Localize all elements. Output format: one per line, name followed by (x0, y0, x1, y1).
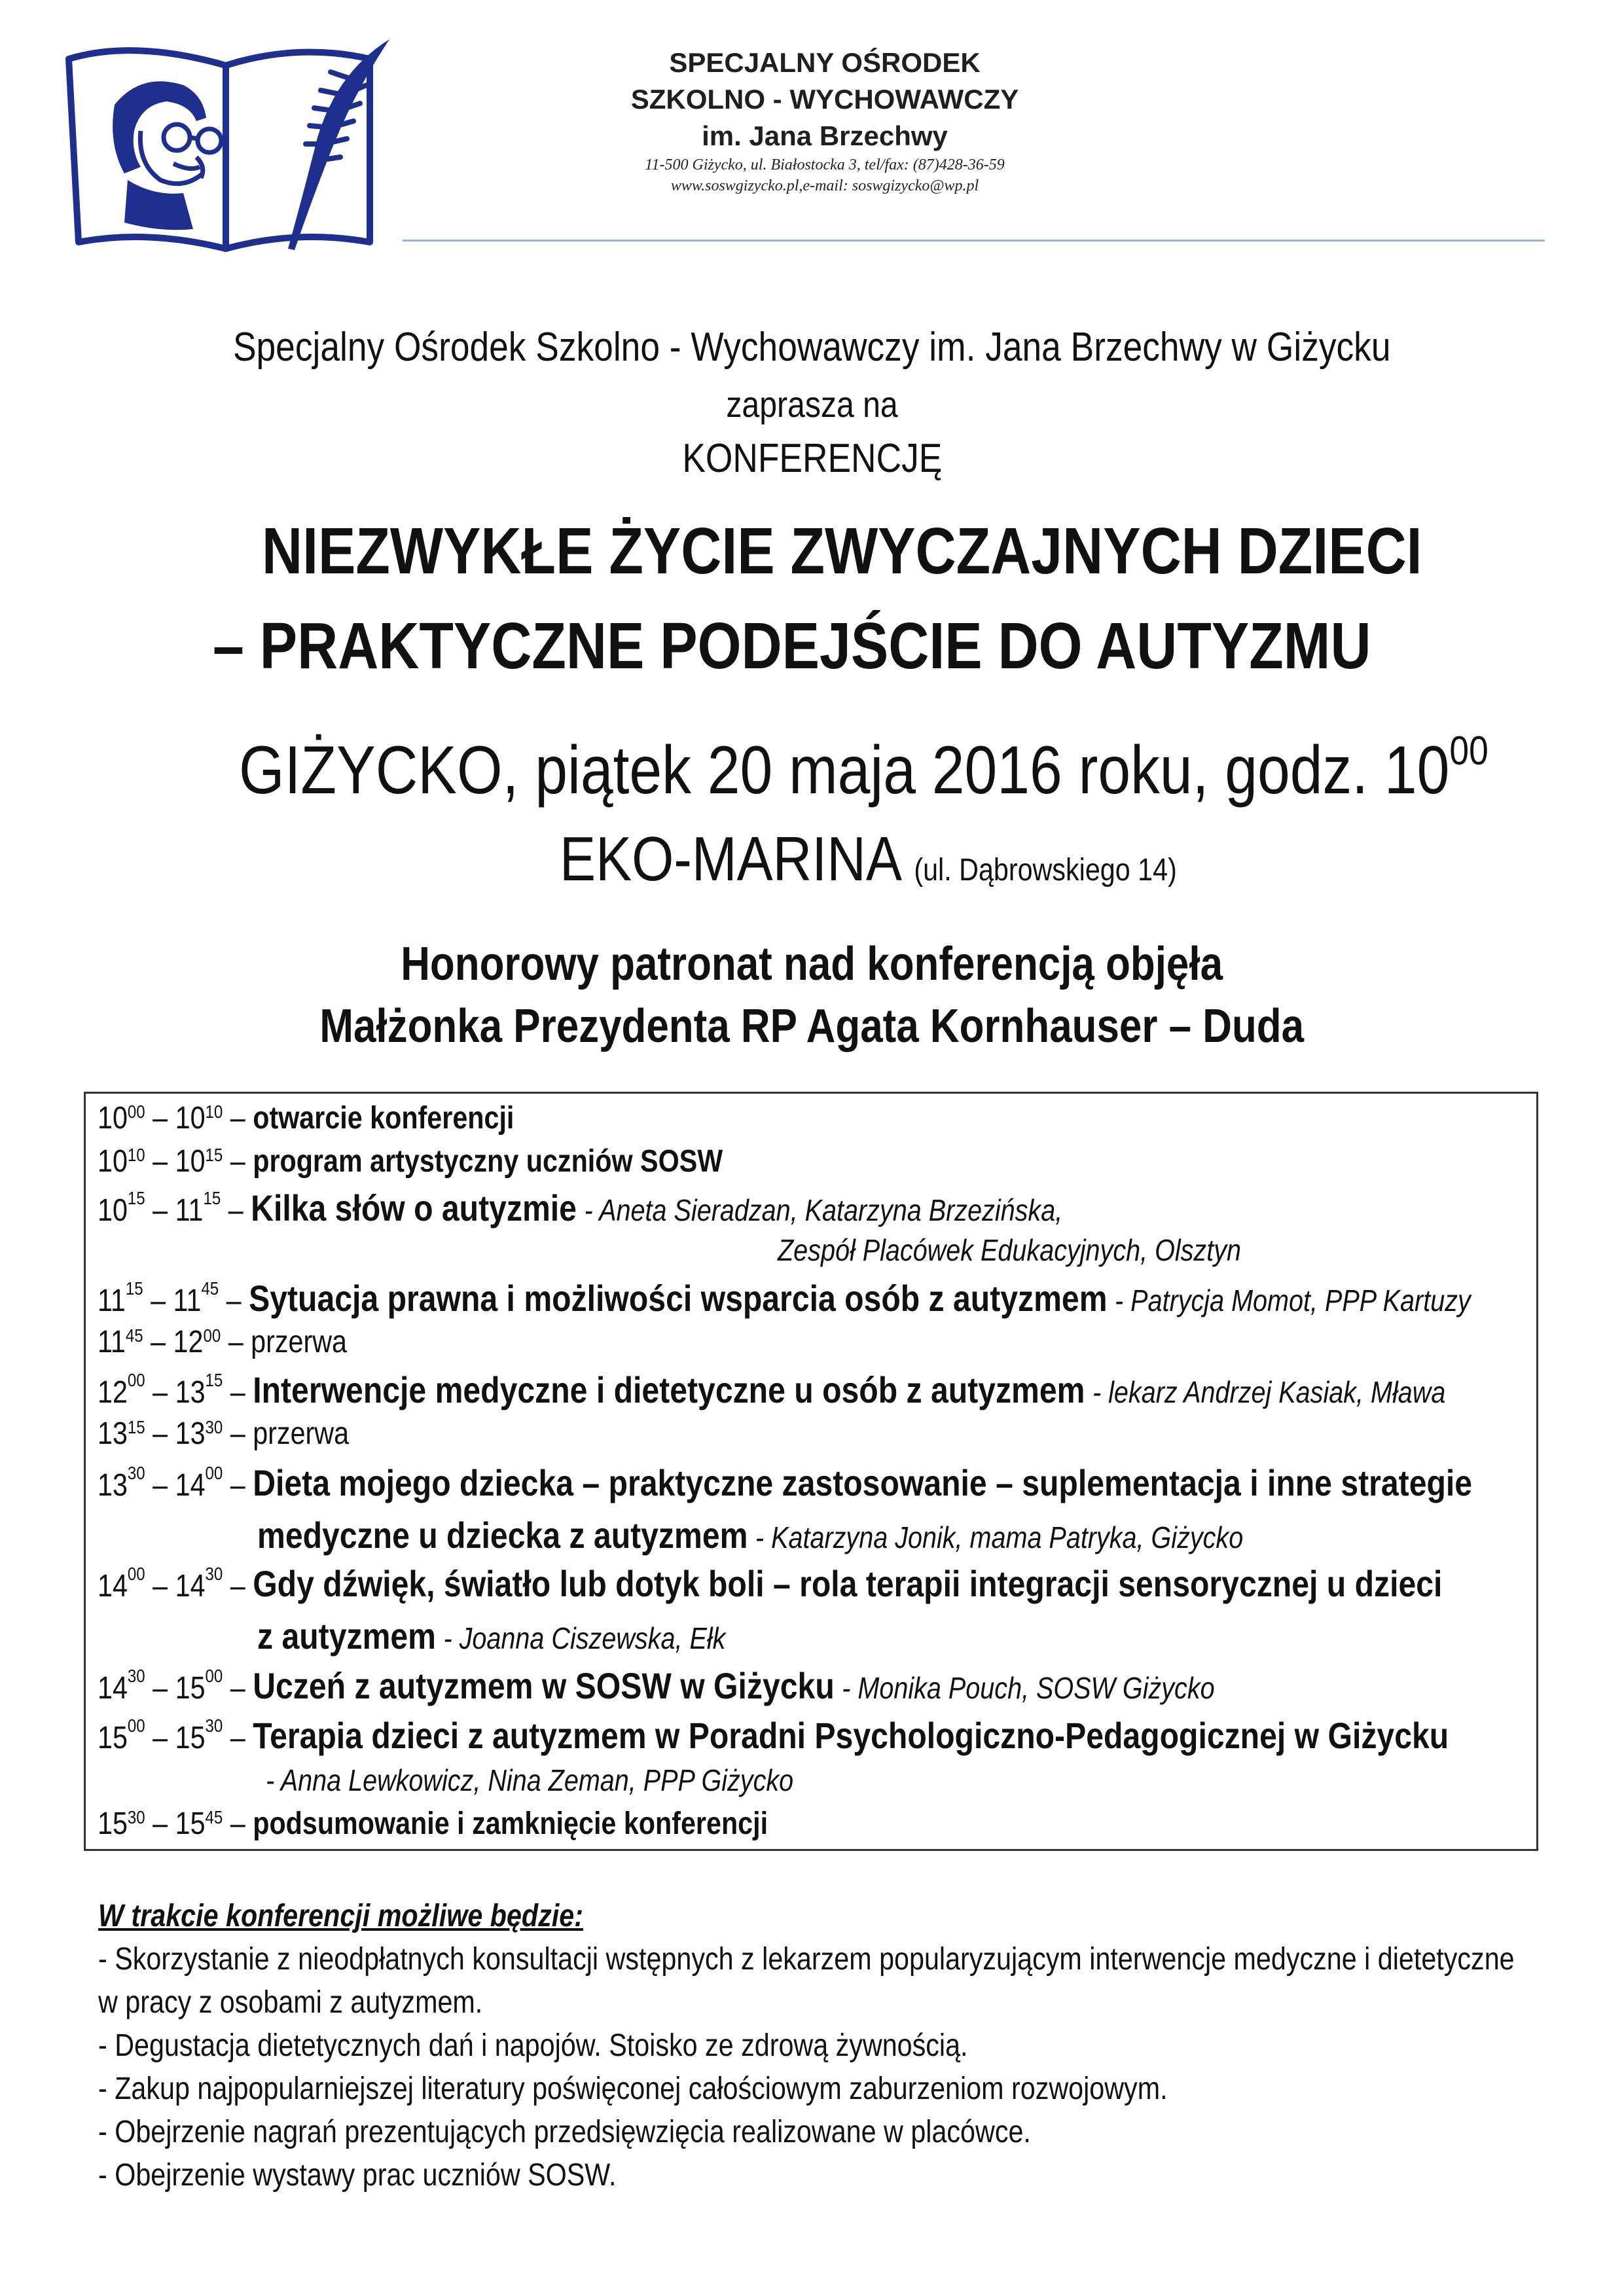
note-item: - Degustacja dietetycznych dań i napojów. Stoisko ze zdrową żywnością. (98, 2028, 968, 2063)
note-item: - Skorzystanie z nieodpłatnych konsultacji wstępnych z lekarzem popularyzującym interwencje medyczne i dietetyczne (98, 1942, 1515, 1977)
programme-row: $14^{30} - 15^{00}$ – Uczeń z autyzmem w SOSW w Giżycku - Monika Pouch, SOSW Giżycko (98, 1665, 1215, 1706)
programme-row: $15^{30} - 15^{45}$ – podsumowanie i zamknięcie konferencji (98, 1806, 768, 1841)
patronage-heading: Honorowy patronat nad konferencją objęła (401, 938, 1223, 990)
programme-row: $13^{15} - 13^{30}$ – przerwa (98, 1416, 350, 1451)
programme-row-cont: medyczne u dziecka z autyzmem - Katarzyna Jonik, mama Patryka, Giżycko (257, 1515, 1244, 1556)
intro-conference: KONFERENCJĘ (682, 436, 942, 481)
note-item: - Obejrzenie nagrań prezentujących przedsięwzięcia realizowane w placówce. (98, 2115, 1031, 2149)
intro-organizer: Specjalny Ośrodek Szkolno - Wychowawczy im. Jana Brzechwy w Giżycku (233, 325, 1391, 370)
programme-box (84, 1092, 1538, 1851)
programme-row: $12^{00} - 13^{15}$ – Interwencje medyczne i dietetyczne u osób z autyzmem - lekarz Andrzej Kasiak, Mława (98, 1369, 1446, 1410)
conference-title-line2: – PRAKTYCZNE PODEJŚCIE DO AUTYZMU (213, 609, 1371, 683)
patronage-name: Małżonka Prezydenta RP Agata Kornhauser – Duda (319, 1000, 1305, 1052)
org-contact: www.soswgizycko.pl,e-mail: soswgizycko@wp.pl (670, 177, 979, 194)
programme-row: $14^{00} - 14^{30}$ – Gdy dźwięk, światło lub dotyk boli – rola terapii integracji sensorycznej u dzieci (98, 1563, 1443, 1604)
programme-speaker-cont: - Anna Lewkowicz, Nina Zeman, PPP Giżycko (266, 1763, 794, 1797)
programme-row: $10^{10} - 10^{15}$ – program artystyczny uczniów SOSW (98, 1144, 723, 1179)
conference-title-line1: NIEZWYKŁE ŻYCIE ZWYCZAJNYCH DZIECI (262, 514, 1422, 588)
org-name-line1: SPECJALNY OŚRODEK (669, 47, 981, 78)
programme-speaker-cont: Zespół Placówek Edukacyjnych, Olsztyn (778, 1233, 1241, 1267)
note-item: - Obejrzenie wystawy prac uczniów SOSW. (98, 2158, 617, 2193)
programme-row: $15^{00} - 15^{30}$ – Terapia dzieci z autyzmem w Poradni Psychologiczno-Pedagogicznej w Giżycku (98, 1715, 1449, 1756)
header-divider (403, 240, 1545, 242)
programme-row: $11^{15} - 11^{45}$ – Sytuacja prawna i możliwości wsparcia osób z autyzmem - Patrycja Momot, PPP Kartuzy (98, 1278, 1471, 1319)
org-name-line3: im. Jana Brzechwy (702, 120, 948, 151)
note-item: w pracy z osobami z autyzmem. (98, 1985, 483, 2020)
additional-info (98, 1895, 1571, 2197)
org-address: 11-500 Giżycko, ul. Białostocka 3, tel/fax: (87)428-36-59 (645, 156, 1005, 173)
note-item: - Zakup najpopularniejszej literatury poświęconej całościowym zaburzeniom rozwojowym. (98, 2072, 1168, 2106)
event-date-time: GIŻYCKO, piątek 20 maja 2016 roku, godz. $10^{00}$ (239, 728, 1489, 808)
programme-row: $10^{15} - 11^{15}$ – Kilka słów o autyzmie - Aneta Sieradzan, Katarzyna Brzezińska, (98, 1187, 1063, 1229)
notes-heading: W trakcie konferencji możliwe będzie: (98, 1899, 583, 1933)
programme-row: $13^{30} - 14^{00}$ – Dieta mojego dziecka – praktyczne zastosowanie – suplementacja i inne strategie (98, 1462, 1473, 1503)
programme-row: $11^{45} - 12^{00}$ – przerwa (98, 1325, 347, 1359)
organization-letterhead (576, 45, 1074, 196)
programme-row-cont: z autyzmem - Joanna Ciszewska, Ełk (257, 1615, 726, 1657)
intro-invites: zaprasza na (726, 384, 898, 425)
event-venue: EKO-MARINA (ul. Dąbrowskiego 14) (560, 824, 1177, 894)
school-logo-icon (62, 33, 403, 262)
programme-row: $10^{00} - 10^{10}$ – otwarcie konferencji (98, 1101, 514, 1136)
org-name-line2: SZKOLNO - WYCHOWAWCZY (630, 84, 1019, 115)
